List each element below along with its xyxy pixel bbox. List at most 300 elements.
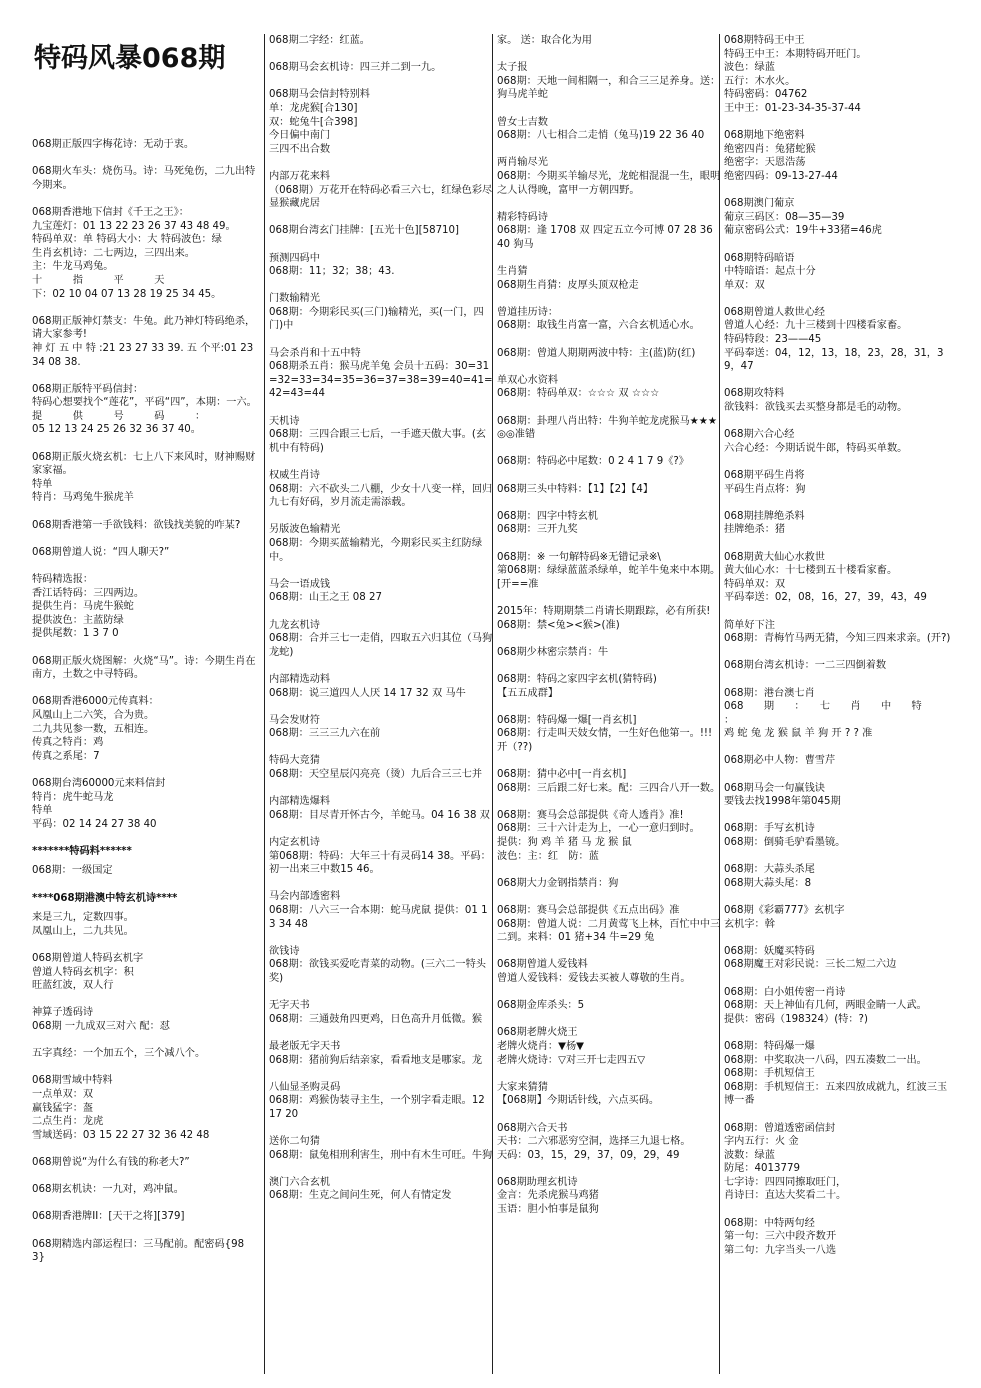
section-heading: 068期：港台澳七肖 [724,687,815,699]
section-text: 绝密四码：09-13-27-44 [724,170,838,182]
section-text: 三四不出合数 [269,143,331,155]
article-section [497,1081,721,1108]
article-section [724,782,952,809]
section-heading: 068期玄机诀：一九对，鸡冲鼠。 [32,1184,184,1196]
section-text: 068期：三通鼓角四更鸡，日色高升月低微。猴 [269,1013,483,1025]
section-heading: 马会发财符 [269,714,320,726]
section-text: 068期：天空星辰闪亮亮（烫）九后合三三七并 [269,769,483,781]
article-section [32,952,257,993]
section-heading: 无字天书 [269,1000,310,1012]
article-section [32,1210,257,1224]
article-section [269,61,494,75]
section-text: 特码王中王：本期特码开旺门。 [724,48,867,60]
article-section [497,999,721,1013]
section-text: 068期：逢 1708 双 四定五立今可博 07 28 36 40 狗马 [497,225,717,250]
article-section [724,34,952,116]
section-heading: ****068期港澳中特玄机诗**** [32,892,178,904]
section-heading: 068期挂牌绝杀料 [724,510,805,522]
section-text: 风凰山上二六笑，合为贵。 [32,709,155,721]
article-section [32,1183,257,1197]
article-section [32,864,257,878]
article-section [497,34,721,48]
section-heading: 068期台湾60000元来料信封 [32,777,166,789]
section-heading: 068期正版四字梅花诗：无动于衷。 [32,139,195,150]
article-section [269,1040,494,1067]
section-text: 防尾：4013779 [724,1163,800,1175]
article-section [32,546,257,560]
section-heading: 内定玄机诗 [269,837,320,849]
section-text: 068期：今期买蓝输精光，今期彩民买主红防绿中。 [269,537,483,563]
section-heading: 最老版无字天书 [269,1040,341,1052]
section-heading: 068期大力金钢指禁肖：狗 [497,877,619,889]
section-heading: 马会杀肖和十五中特 [269,347,361,359]
section-text: 068期：手机短信王：五来四放成就九，红波三玉博一番 [724,1081,948,1107]
section-text: 特肖：马鸡兔牛猴虎羊 [32,492,134,504]
article-section [269,999,494,1026]
section-text: 068期：三开九奖 [497,524,578,536]
section-heading: 八仙显圣购灵码 [269,1081,341,1093]
section-text: 068期：三四合跟三七后，一手遮天傲大事。(玄机中有特码) [269,429,486,454]
article-section [724,510,952,537]
section-text: 玄机字：斡 [724,918,775,930]
section-text: 五行：木水火。 [724,75,796,87]
section-text: 老牌火烧肖：▼杨▼ [497,1040,584,1052]
article-section [269,754,494,781]
section-heading: *******特码料****** [32,845,132,857]
section-heading: 2015年：特期期禁二肖请长期跟踪，必有所获! [497,605,711,617]
article-section [497,646,721,660]
section-text: 068期杀五肖：猴马虎羊兔 会员十五码：30=31=32=33=34=35=36=37=38=39=40=41=42=43=44 [269,361,493,400]
section-heading: 068期：曾道透密函信封 [724,1122,836,1134]
article-section [269,34,494,48]
section-text: 第068期：绿绿蓝蓝杀绿单，蛇羊牛兔来中本期。[开==准 [497,565,721,590]
section-text: 068期魔王对彩民说：三长二短二六边 [724,959,897,971]
section-text: 肖诗曰：直达大奖看二十。 [724,1190,847,1202]
column-2-body [269,34,494,1203]
section-text: 平码奉送：04，12，13，18，23，28，31，39，47 [724,347,944,373]
article-section [269,469,494,510]
article-section [724,1217,952,1258]
section-heading: 068期：中特两句经 [724,1217,815,1229]
section-heading: 另版波色输精光 [269,524,341,536]
section-text: 神 灯 五 中 特 :21 23 27 33 39. 五 个平:01 23 34 08 38. [32,342,257,368]
section-heading: 068期雪域中特料 [32,1075,113,1087]
section-heading: 简单好下注 [724,619,775,631]
section-heading: 预测四码中 [269,252,320,264]
section-text: 中特暗语：起点十分 [724,266,816,278]
article-section [724,904,952,931]
section-heading: 大家来猜猜 [497,1081,548,1093]
section-text: 绝密四肖：兔猪蛇猴 [724,143,816,155]
article-section [497,116,721,143]
article-section [269,673,494,700]
section-text: 068期：倒骑毛驴看墨镜。 [724,837,846,849]
section-text: 葡京密码公式：19牛+33猪=46虎 [724,225,882,237]
article-section [497,265,721,292]
section-heading: 068期曾道人爱钱料 [497,959,588,971]
section-text: 传真之特肖：鸡 [32,737,104,749]
section-text: 金言：先杀虎猴马鸡猪 [497,1190,599,1202]
section-text: 特码心想要找个“莲花”，平码“四”，本期：一六。 [32,397,257,409]
article-section [497,673,721,700]
section-text: （068期）万花开在特码必看三六七，红绿色彩尽显猴藏虎居 [269,184,493,210]
article-section [32,573,257,641]
article-section [724,986,952,1027]
section-text: 第二句：九字当头一八选 [724,1244,837,1256]
section-heading: 068期曾说“为什么有钱的称老大?” [32,1156,190,1168]
section-text: 第一句：三六中段齐数开 [724,1231,837,1243]
section-text: 068期：鼠兔相刑利害生，刑中有木生可旺。牛狗 [269,1149,493,1161]
section-text: 要钱去找1998年第045期 [724,796,841,808]
article-section [32,138,257,152]
article-section [32,1006,257,1033]
section-heading: 内部精选动料 [269,673,331,685]
section-heading: 生肖猜 [497,266,528,278]
section-heading: 特码大竞猜 [269,755,320,767]
article-section [32,911,257,938]
article-section [497,1122,721,1163]
section-text: 主：牛龙马鸡兔。 [32,261,114,273]
column-3 [492,34,721,1374]
section-text: 068期：今期彩民买(三门)输精光，买(一门，四门)中 [269,306,484,332]
section-text: 单双：双 [724,279,765,291]
section-text: 特码密码：04762 [724,89,808,101]
section-text: 字内五行：火 金 [724,1136,799,1148]
section-heading: 068期助理玄机诗 [497,1176,578,1188]
article-section [497,809,721,863]
section-text: 平码生肖点将：狗 [724,483,806,495]
section-heading: 068期马会玄机诗：四三并二到一九。 [269,62,442,74]
section-text: 鸡 蛇 兔 龙 猴 鼠 羊 狗 开 ? ? 准 [724,728,873,740]
section-heading: 068期正版火烧玄机：七上八下来风时，财神赐财家家福。 [32,451,256,477]
article-section [32,1047,257,1061]
section-heading: 家。 送：取合化为用 [497,35,592,46]
article-section [269,347,494,401]
column-4 [719,34,952,1374]
article-section [32,1238,257,1265]
article-section [497,1026,721,1067]
section-text: 绝密字：天恩浩荡 [724,157,806,169]
section-text: 提供生肖：马虎牛猴蛇 [32,601,134,613]
section-text: 068期：11；32；38；43. [269,266,395,278]
section-text: 特肖：虎牛蛇马龙 [32,791,114,803]
article-section [269,252,494,279]
section-heading: 068期马会一句赢钱诀 [724,782,825,794]
section-text: 068期：说三道四人人厌 14 17 32 双 马牛 [269,687,466,699]
article-section [269,795,494,822]
article-section [724,687,952,741]
article-section [497,877,721,891]
section-text: 葡京三码区：08—35—39 [724,211,845,223]
section-heading: 068期：猜中必中[一肖玄机] [497,769,627,781]
article-section [724,1122,952,1204]
section-heading: 068期老牌火烧王 [497,1027,578,1039]
section-text: 特单 [32,478,53,490]
section-heading: 068期：赛马会总部提供《奇人透肖》准! [497,809,684,821]
article-section [32,845,257,859]
section-heading: 068期：特码爆一爆 [724,1040,815,1052]
article-section [32,451,257,505]
article-section [269,292,494,333]
article-section [269,945,494,986]
section-text: 068期：天地一间相隔一，和合三三足养身。送：狗马虎羊蛇 [497,75,721,101]
section-heading: 068期：大蒜头杀尾 [724,864,815,876]
section-heading: 特码精选报： [32,574,94,585]
section-heading: 068期曾道人特码玄机字 [32,953,144,965]
section-text: 068期生肖猜：皮厚头顶双枪走 [497,279,639,291]
section-text: 单：龙虎猴[合130] [269,102,358,114]
section-text: 今日偏中南门 [269,130,331,142]
section-text: 068期：三三三九六在前 [269,728,381,740]
section-text: 068期：行走叫天妓女情，一生好色他第一。!!! 开（??) [497,728,716,753]
section-text: 旺蓝红波，双人行 [32,980,114,992]
section-heading: 068期攻特料 [724,388,785,400]
article-section [269,578,494,605]
section-text: 生肖玄机诗：二七两边，三四出来。 [32,247,195,259]
section-text: 068期：青梅竹马两无猜，今知三四来求亲。(开?) [724,633,951,645]
article-section [724,306,952,374]
section-text: 特码特段：23——45 [724,334,822,346]
article-section [497,306,721,333]
article-section [724,659,952,673]
section-heading: 068期台湾玄机诗：一二三四倒着数 [724,660,887,672]
section-text: 雪域送码：03 15 22 27 32 36 42 48 [32,1129,210,1141]
article-section [32,519,257,533]
article-section [724,754,952,768]
section-heading: 068期：卦理八肖出特：牛狗羊蛇龙虎猴马★★★◎◎准错 [497,415,718,441]
article-section [32,1156,257,1170]
section-text: 提供波色：主蓝防绿 [32,614,124,626]
section-text: 068期：天上神仙有几何，两眼金睛一人武。 [724,1000,927,1012]
section-heading: 068期地下绝密料 [724,130,805,142]
section-heading: 权威生肖诗 [269,470,320,481]
section-text: 068期 一九成双三对六 配：怼 [32,1021,170,1032]
section-heading: 068期香港牌II：[天干之将][379] [32,1211,185,1223]
article-section [497,904,721,945]
section-text: 凤凰山上，二九共见。 [32,925,134,937]
section-heading: 068期：四字中特玄机 [497,510,598,522]
article-section [724,945,952,972]
section-text: 香江话特码：三四两边。 [32,587,145,599]
section-heading: 068期六合天书 [497,1122,568,1134]
section-text: 068期：八六三一合本期：蛇马虎鼠 提供：01 13 34 48 [269,905,488,930]
article-section [497,483,721,497]
article-section [32,206,257,301]
section-heading: 068期三头中特料：【1】【2】【4】 [497,483,654,495]
article-section [269,836,494,877]
section-text: 提供：狗 鸡 羊 猪 马 龙 猴 鼠 [497,837,632,849]
article-section [724,387,952,414]
section-text: 曾道人心经：九十三楼到十四楼看家畜。 [724,320,908,332]
section-heading: 068期正版火烧图解：火烧“马”。诗：今期生肖在南方，土数之中寻特码。 [32,655,256,681]
section-heading: 马会内部透密料 [269,891,341,903]
section-heading: 门数输精光 [269,293,320,305]
section-heading: 068期特码王中王 [724,35,805,46]
section-text: 波色：主：红 防：蓝 [497,850,599,862]
article-section [497,374,721,401]
article-section [32,892,257,906]
section-heading: 068期二字经：红蓝。 [269,35,370,46]
section-text: 挂牌绝杀：猪 [724,524,786,536]
section-text: 七字诗：四四同擦取旺门， [724,1176,847,1188]
section-text: 068期：今期买羊输尽光，龙蛇相混混一生，眼明之人认得晚，富甲一方朝四野。 [497,170,721,196]
section-heading: 068期：手写玄机诗 [724,823,815,835]
section-heading: 内部精选爆料 [269,796,331,808]
section-text: 068期：鸡猴伪装寻主生，一个别字看走眼。12 17 20 [269,1095,489,1120]
section-heading: 068期：特码必中尾数：0 2 4 1 7 9《?》 [497,456,689,468]
article-section [32,777,257,831]
section-heading: 曾道挂历诗： [497,306,559,318]
section-text: 提供：密码（198324）(特：?) [724,1013,868,1025]
section-text: 068期：生克之间问生死，何人有情定发 [269,1190,452,1202]
article-section [32,315,257,369]
article-section [497,61,721,102]
article-section [269,1135,494,1162]
section-text: 二九共见参一数，五相连。 [32,723,155,735]
section-heading: 068期：妖魔买特码 [724,945,815,957]
section-heading: 来是三九，定数四事。 [32,912,134,924]
section-heading: 太子报 [497,62,528,74]
section-heading: 送你二句猜 [269,1136,320,1148]
section-text: 068期：三后跟二好七来。配：三四合八开一数。 [497,782,721,794]
article-section [32,165,257,192]
article-section [269,1176,494,1203]
section-heading: 068期曾道人说：“四人聊天?” [32,546,170,558]
section-text: 068期：八七相合二走悄（兔马)19 22 36 40 [497,130,705,142]
section-heading: 九龙玄机诗 [269,619,320,631]
section-heading: 068期：一级国定 [32,865,113,877]
section-heading: 068期：曾道人期期两波中特：主(蓝)防(红) [497,347,696,359]
section-text: 老牌火烧诗：▽对三开七走四五▽ [497,1054,646,1066]
section-heading: 单双心水资料 [497,374,559,386]
section-heading: 068期必中人物：曹雪芹 [724,755,836,767]
article-section [497,1176,721,1217]
section-text: 05 12 13 24 25 26 32 36 37 40。 [32,424,201,436]
section-heading: 068期：赛马会总部提供《五点出码》准 [497,905,680,916]
article-section [724,197,952,238]
section-text: 068期：合并三七一走俏，四取五六归其位（马狗龙蛇) [269,633,493,658]
section-text: 曾道人爱钱料：爱钱去买被人尊敬的生肖。 [497,972,691,984]
section-heading: 068期曾道人救世心经 [724,306,825,318]
article-section [269,523,494,564]
section-heading: 天机诗 [269,415,300,427]
article-section [269,619,494,660]
article-section [724,863,952,890]
section-text: 一点单双：双 [32,1088,94,1100]
article-section [269,890,494,931]
article-section [32,695,257,763]
section-text: 068期：禁<兔><猴>(准) [497,619,620,631]
article-section [497,551,721,592]
article-section [724,129,952,183]
section-text: 068期：猪前狗后结亲家，看看地支是哪家。龙 [269,1054,483,1066]
section-heading: 神算子透码诗 [32,1007,94,1019]
article-section [497,156,721,197]
article-section [497,415,721,442]
section-heading: 两肖输尽光 [497,157,548,169]
section-text: 九宝莲灯：01 13 22 23 26 37 43 48 49。 [32,220,236,232]
section-text: 068期：目尽青开怀古今，羊蛇马。04 16 38 双 [269,809,490,821]
section-text: 曾道人特码玄机字：积 [32,966,134,978]
section-text: 平码：02 14 24 27 38 40 [32,818,157,830]
article-section [497,958,721,985]
section-text: 下：02 10 04 07 13 28 19 25 34 45。 [32,288,222,300]
section-heading: 068期《彩霸777》玄机字 [724,905,845,916]
section-text: 068期：取钱生肖富一富，六合玄机适心水。 [497,320,700,332]
section-heading: 068期正版特平码信封： [32,383,144,395]
article-section [724,1040,952,1108]
section-heading: 068期：特码爆一爆[一肖玄机] [497,714,637,726]
article-section [269,88,494,156]
section-text: 波色：绿蓝 [724,62,775,74]
column-1-body [32,138,257,1265]
article-section [724,469,952,496]
section-text: 天码：03，15，29，37，09，29，49 [497,1149,680,1161]
section-text: 068期：手机短信王 [724,1068,815,1080]
section-heading: 068期：白小姐传密一肖诗 [724,986,846,998]
page-title: 特码风暴068期 [34,43,226,74]
section-text: 068期：曾道人说：二月黄莺飞上林，百忙中中三二到。来料：01 猪+34 牛=29 兔 [497,918,721,944]
article-section [269,415,494,456]
section-heading: 068期正版神灯禁支：牛兔。此乃神灯特码绝杀，请大家参考! [32,315,256,341]
section-text: 【五五成群】 [497,687,559,699]
article-section [269,224,494,238]
section-text: 068期：中奖取决一八码，四五凑数二一出。 [724,1054,927,1066]
section-text: 特码单双：双 [724,578,786,590]
article-section [497,455,721,469]
section-heading: 068期精选内部运程曰：三马配前。配密码{983} [32,1238,245,1264]
article-section [269,714,494,741]
section-heading: 068期香港6000元传真料： [32,696,159,708]
section-text: 【068期】今期话针线，六点买码。 [497,1095,660,1107]
section-text: 天书：二六邪恶穷空洞，选择三九退七格。 [497,1136,691,1148]
column-3-body [497,34,721,1217]
column-4-body [724,34,952,1257]
section-heading: 068期火车头：烧伤马。诗：马死兔伤，二九出特今期来。 [32,166,256,191]
article-section [497,211,721,252]
section-text: 068期：山王之王 08 27 [269,592,382,604]
article-section [32,655,257,682]
section-text: 双：蛇兔牛[合398] [269,116,358,128]
section-text: 特单 [32,805,53,817]
section-heading: 精彩特码诗 [497,211,548,223]
section-heading: 068期香港地下信封《千王之王》： [32,206,189,218]
section-heading: 马会一语成钱 [269,578,331,590]
section-text: 波数：绿蓝 [724,1149,775,1161]
section-heading: 五字真经：一个加五个，三个减八个。 [32,1048,206,1060]
section-heading: 068期马会信封特别料 [269,89,370,101]
section-heading: 内部万花来料 [269,170,331,182]
article-section [269,1081,494,1122]
article-section [32,1074,257,1142]
section-text: 王中王：01-23-34-35-37-44 [724,102,861,114]
section-text: 欲钱料：欲钱买去买整身都是毛的动物。 [724,402,908,414]
section-heading: 欲钱诗 [269,945,300,957]
article-section [724,619,952,646]
section-heading: 曾女士吉数 [497,116,548,128]
column-1 [32,36,257,1376]
section-text: 068期：特码单双：☆☆☆ 双 ☆☆☆ [497,388,660,400]
section-text: 第068期：特码：大年三十有灵码14 38。平码：初一出来三中数15 46。 [269,850,491,876]
column-2 [264,34,494,1374]
section-text: 068期：三十六计走为上，一心一意归到时。 [497,823,700,835]
section-text: 068期：欲钱买爱吃青菜的动物。(三六二一特头奖) [269,959,486,984]
section-text: 提供尾数：1 3 7 0 [32,628,119,640]
section-heading: 068期少林密宗禁肖：牛 [497,646,609,658]
article-section [724,822,952,849]
section-text: 传真之系尾：7 [32,750,100,762]
article-section [497,605,721,632]
